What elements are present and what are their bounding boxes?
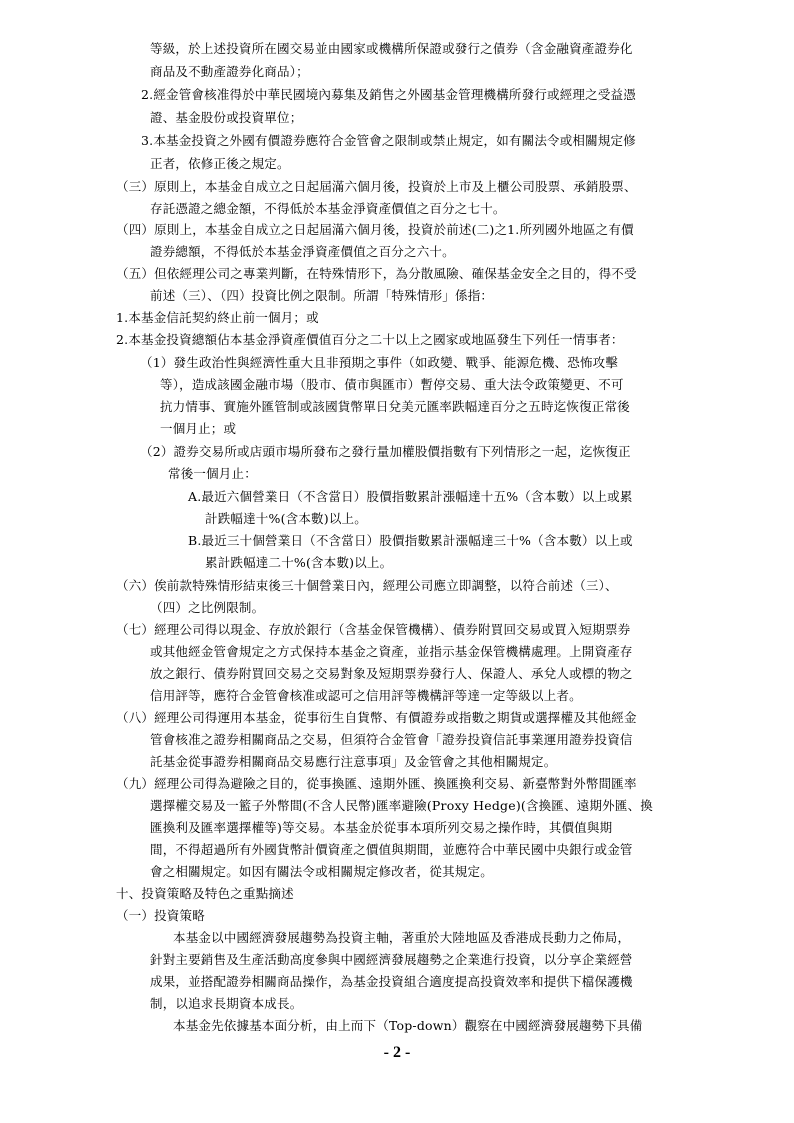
- text-line: A.最近六個營業日（不含當日）股價指數累計漲幅達十五%（含本數）以上或累: [188, 489, 633, 504]
- text-line: 存託憑證之總金額，不得低於本基金淨資產價值之百分之七十。: [150, 201, 506, 216]
- text-line: 計跌幅達十%(含本數)以上。: [205, 511, 367, 526]
- text-line: 1.本基金信託契約終止前一個月；或: [116, 310, 319, 325]
- text-line: 證、基金股份或投資單位；: [150, 110, 303, 125]
- subsection-heading: （一）投資策略: [116, 908, 205, 923]
- text-line: 2.本基金投資總額佔本基金淨資產價值百分之二十以上之國家或地區發生下列任一情事者：: [116, 332, 624, 347]
- text-line: （六）俟前款特殊情形結束後三十個營業日內，經理公司應立即調整，以符合前述（三）、: [116, 578, 618, 593]
- text-line: 抗力情事、實施外匯管制或該國貨幣單日兌美元匯率跌幅達百分之五時迄恢復正常後: [160, 399, 630, 414]
- section-heading: 十、投資策略及特色之重點摘述: [116, 886, 294, 901]
- text-line: 信用評等，應符合金管會核准或認可之信用評等機構評等達一定等級以上者。: [150, 688, 582, 703]
- text-line: （三）原則上，本基金自成立之日起屆滿六個月後，投資於上市及上櫃公司股票、承銷股票、: [116, 179, 637, 194]
- text-line: （1）發生政治性與經濟性重大且非預期之事件（如政變、戰爭、能源危機、恐怖攻擊: [140, 355, 619, 370]
- text-line: 放之銀行、債券附買回交易之交易對象及短期票券發行人、保證人、承兌人或標的物之: [150, 666, 633, 681]
- text-line: （2）證券交易所或店頭市場所發布之發行量加權股價指數有下列情形之一起，迄恢復正: [140, 444, 631, 459]
- text-line: 針對主要銷售及生產活動高度參與中國經濟發展趨勢之企業進行投資，以分享企業經營: [150, 952, 633, 967]
- text-line: （八）經理公司得運用本基金，從事衍生自貨幣、有價證券或指數之期貨或選擇權及其他經金: [116, 710, 637, 725]
- text-line: 2.經金管會核准得於中華民國境內募集及銷售之外國基金管理機構所發行或經理之受益憑: [141, 87, 636, 102]
- text-line: 商品及不動產證券化商品）；: [150, 64, 309, 79]
- text-line: 等級，於上述投資所在國交易並由國家或機構所保證或發行之債券（含金融資產證券化: [150, 41, 633, 56]
- text-line: 等），造成該國金融市場（股市、債市與匯市）暫停交易、重大法令政策變更、不可: [160, 377, 624, 392]
- text-line: 成果，並搭配證券相關商品操作，為基金投資組合適度提高投資效率和提供下檔保護機: [150, 974, 633, 989]
- text-line: （九）經理公司得為避險之目的，從事換匯、遠期外匯、換匯換利交易、新臺幣對外幣間匯率: [116, 776, 637, 791]
- text-line: 匯換利及匯率選擇權等)等交易。本基金於從事本項所列交易之操作時，其價值與期: [150, 820, 613, 835]
- text-line: 正者，依修正後之規定。: [150, 156, 290, 171]
- text-line: 證券總額，不得低於本基金淨資產價值之百分之六十。: [150, 244, 455, 259]
- text-line: 一個月止；或: [160, 421, 237, 436]
- text-line: （七）經理公司得以現金、存放於銀行（含基金保管機構）、債券附買回交易或買入短期票券: [116, 622, 631, 637]
- text-line: 累計跌幅達二十%(含本數)以上。: [205, 555, 393, 570]
- page-number: - 2 -: [383, 1044, 411, 1061]
- text-line: （四）之比例限制。: [150, 600, 265, 615]
- text-line: 間，不得超過所有外國貨幣計價資產之價值與期間，並應符合中華民國中央銀行或金管: [150, 842, 633, 857]
- text-line: 3.本基金投資之外國有價證券應符合金管會之限制或禁止規定，如有關法令或相關規定修: [141, 133, 636, 148]
- text-line: 管會核准之證券相關商品之交易，但須符合金管會「證券投資信託事業運用證券投資信: [150, 732, 633, 747]
- text-line: 本基金先依據基本面分析，由上而下（Top-down）觀察在中國經濟發展趨勢下具備: [173, 1018, 643, 1033]
- text-line: （四）原則上，本基金自成立之日起屆滿六個月後，投資於前述(二)之1.所列國外地區之有價: [116, 222, 634, 237]
- text-line: 制，以追求長期資本成長。: [150, 996, 303, 1011]
- text-line: 會之相關規定。如因有關法令或相關規定修改者，從其規定。: [150, 864, 493, 879]
- text-line: B.最近三十個營業日（不含當日）股價指數累計漲幅達三十%（含本數）以上或: [188, 533, 633, 548]
- text-line: （五）但依經理公司之專業判斷，在特殊情形下，為分散風險、確保基金安全之目的，得不受: [116, 266, 637, 281]
- text-line: 本基金以中國經濟發展趨勢為投資主軸，著重於大陸地區及香港成長動力之佈局，: [173, 930, 631, 945]
- text-line: 常後一個月止：: [168, 466, 257, 481]
- text-line: 託基金從事證券相關商品交易應行注意事項」及金管會之其他相關規定。: [150, 754, 557, 769]
- text-line: 前述（三）、（四）投資比例之限制。所謂「特殊情形」係指：: [150, 288, 494, 303]
- text-line: 選擇權交易及一籃子外幣間(不含人民幣)匯率避險(Proxy Hedge)(含換匯、遠期外匯、換: [150, 798, 653, 813]
- text-line: 或其他經金管會規定之方式保持本基金之資產，並指示基金保管機構處理。上開資產存: [150, 644, 633, 659]
